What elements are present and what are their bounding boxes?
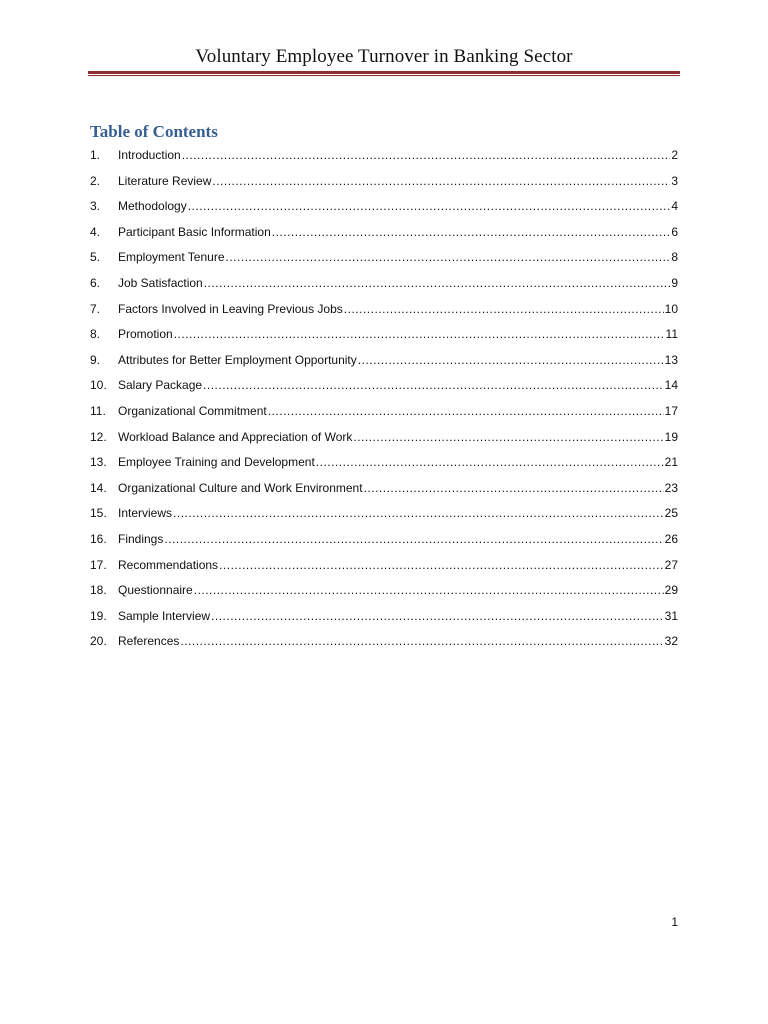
toc-entry-title: Recommendations [118, 557, 219, 572]
toc-entry-number: 12. [90, 429, 107, 444]
toc-entry-page: 2 [671, 148, 678, 162]
toc-entry-number: 13. [90, 455, 107, 470]
toc-entry-number: 7. [90, 301, 101, 316]
toc-entry-title: Promotion [118, 327, 173, 342]
toc-entry-page: 3 [671, 173, 678, 188]
toc-dot-leader [182, 146, 671, 164]
toc-entry-literature-review[interactable] [90, 172, 678, 198]
toc-entry-number: 4. [90, 224, 101, 239]
toc-entry-title: Factors Involved in Leaving Previous Jobs [118, 301, 343, 316]
toc-entry-number: 2. [90, 173, 101, 188]
toc-entry-title: Questionnaire [118, 583, 193, 598]
toc-entry-introduction[interactable] [90, 146, 678, 172]
toc-entry-page: 14 [664, 378, 678, 393]
toc-entry-title: Literature Review [118, 173, 212, 188]
toc-entry-page: 9 [671, 275, 678, 290]
toc-entry-number: 3. [90, 199, 101, 214]
toc-entry-number: 10. [90, 378, 107, 393]
header-rule-thin [88, 75, 680, 76]
toc-dot-leader [226, 248, 671, 266]
toc-heading: Table of Contents [90, 122, 218, 141]
toc-entry-participant-basic-information[interactable] [90, 223, 678, 249]
toc-entry-references[interactable] [90, 632, 678, 658]
toc-entry-number: 6. [90, 275, 101, 290]
toc-dot-leader [364, 479, 664, 497]
toc-dot-leader [180, 632, 663, 650]
toc-entry-title: Introduction [118, 148, 181, 162]
toc-entry-workload-balance[interactable] [90, 428, 678, 454]
toc-entry-number: 18. [90, 583, 107, 598]
toc-dot-leader [203, 376, 664, 394]
header-rule-thick [88, 71, 680, 74]
toc-entry-number: 17. [90, 557, 107, 572]
toc-entry-employee-training[interactable] [90, 453, 678, 479]
toc-entry-number: 16. [90, 531, 107, 546]
toc-entry-title: Salary Package [118, 378, 203, 393]
toc-entry-title: Sample Interview [118, 608, 211, 623]
toc-entry-job-satisfaction[interactable] [90, 274, 678, 300]
toc-entry-title: Employee Training and Development [118, 455, 315, 470]
toc-dot-leader [173, 504, 664, 522]
toc-entry-number: 9. [90, 352, 101, 367]
toc-dot-leader [353, 428, 663, 446]
toc-entry-number: 11. [90, 403, 106, 418]
toc-entry-title: Attributes for Better Employment Opportunity [118, 352, 357, 367]
toc-list [90, 146, 678, 658]
toc-dot-leader [204, 274, 671, 292]
toc-dot-leader [219, 556, 664, 574]
toc-entry-title: Employment Tenure [118, 250, 225, 265]
toc-entry-recommendations[interactable] [90, 556, 678, 582]
toc-entry-page: 31 [664, 608, 678, 623]
toc-entry-number: 15. [90, 506, 107, 521]
toc-entry-page: 19 [664, 429, 678, 444]
toc-entry-page: 8 [671, 250, 678, 265]
toc-entry-page: 25 [664, 506, 678, 521]
toc-entry-page: 29 [664, 583, 678, 598]
toc-dot-leader [174, 325, 665, 343]
toc-entry-number: 14. [90, 480, 107, 495]
toc-entry-title: Organizational Commitment [118, 403, 267, 418]
toc-entry-title: Job Satisfaction [118, 275, 203, 290]
toc-entry-page: 26 [664, 531, 678, 546]
toc-dot-leader [211, 607, 664, 625]
toc-entry-page: 10 [664, 301, 678, 316]
toc-entry-page: 6 [671, 224, 678, 239]
toc-entry-page: 11 [665, 327, 678, 342]
toc-entry-findings[interactable] [90, 530, 678, 556]
toc-entry-page: 13 [664, 352, 678, 367]
toc-dot-leader [268, 402, 664, 420]
toc-entry-page: 23 [664, 480, 678, 495]
toc-entry-page: 4 [671, 199, 678, 214]
toc-dot-leader [344, 300, 664, 318]
toc-entry-page: 21 [664, 455, 678, 470]
toc-entry-page: 17 [664, 403, 678, 418]
toc-entry-attributes-employment-opportunity[interactable] [90, 351, 678, 377]
toc-entry-title: Workload Balance and Appreciation of Work [118, 429, 353, 444]
toc-entry-questionnaire[interactable] [90, 581, 678, 607]
toc-entry-title: Interviews [118, 506, 173, 521]
toc-entry-title: Findings [118, 531, 164, 546]
toc-entry-title: Organizational Culture and Work Environment [118, 480, 363, 495]
toc-entry-page: 32 [664, 634, 678, 649]
toc-entry-title: Participant Basic Information [118, 224, 271, 239]
toc-dot-leader [212, 172, 670, 190]
toc-entry-number: 20. [90, 634, 107, 649]
toc-entry-promotion[interactable] [90, 325, 678, 351]
toc-dot-leader [358, 351, 664, 369]
toc-entry-title: Methodology [118, 199, 187, 214]
toc-entry-employment-tenure[interactable] [90, 248, 678, 274]
toc-entry-number: 8. [90, 327, 101, 342]
toc-entry-interviews[interactable] [90, 504, 678, 530]
toc-dot-leader [194, 581, 664, 599]
toc-entry-organizational-commitment[interactable] [90, 402, 678, 428]
toc-entry-number: 19. [90, 608, 107, 623]
toc-entry-number: 5. [90, 250, 101, 265]
toc-entry-page: 27 [664, 557, 678, 572]
toc-dot-leader [316, 453, 664, 471]
toc-entry-methodology[interactable] [90, 197, 678, 223]
toc-dot-leader [188, 197, 671, 215]
toc-entry-title: References [118, 634, 180, 649]
toc-dot-leader [272, 223, 671, 241]
page-number: 1 [671, 915, 678, 929]
toc-dot-leader [164, 530, 663, 548]
document-header-title: Voluntary Employee Turnover in Banking Sector [195, 46, 573, 67]
toc-entry-number: 1. [90, 148, 101, 162]
toc-entry-factors-leaving-jobs[interactable] [90, 300, 678, 326]
toc-entry-salary-package[interactable] [90, 376, 678, 402]
toc-entry-sample-interview[interactable] [90, 607, 678, 633]
toc-entry-organizational-culture[interactable] [90, 479, 678, 505]
